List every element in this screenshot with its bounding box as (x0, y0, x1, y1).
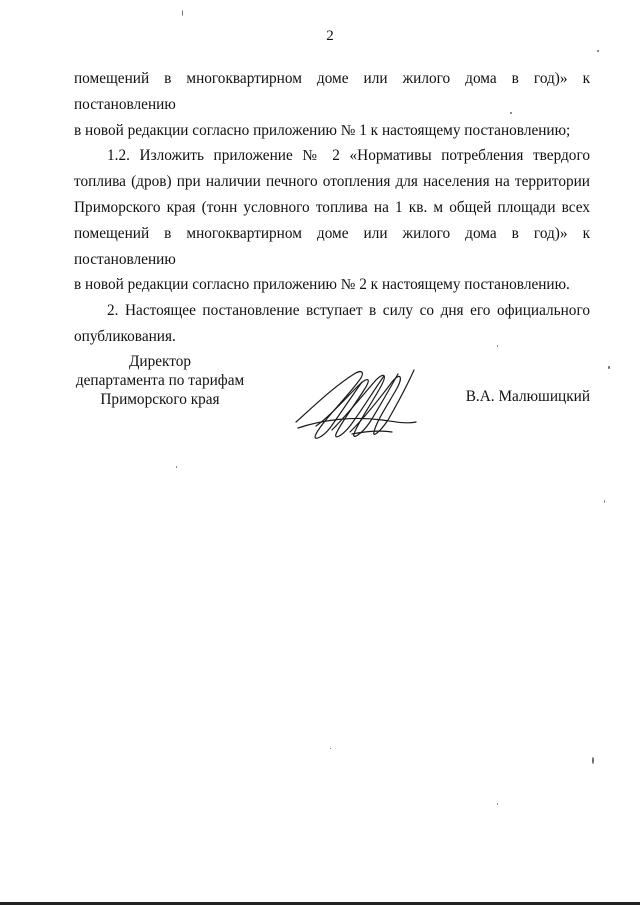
scan-artifact (182, 10, 183, 16)
scan-artifact (592, 757, 594, 764)
handwritten-signature (292, 360, 422, 442)
text-line: опубликования. (74, 327, 176, 345)
paragraph-continuation (74, 66, 590, 143)
scan-artifact (497, 345, 498, 347)
paragraph-item-2 (74, 298, 590, 350)
text-line: топлива (дров) при наличии печного отопления для населения на территории (74, 173, 590, 191)
scan-artifact (604, 500, 605, 503)
scan-artifact (608, 366, 610, 369)
scan-artifact (510, 112, 512, 114)
signer-name: В.А. Малюшицкий (465, 388, 590, 405)
text-line: помещений в многоквартирном доме или жилого дома в год)» к постановлению (74, 224, 590, 268)
text-line: 1.2. Изложить приложение № 2 «Нормативы потребления твердого (107, 147, 590, 165)
scan-artifact (497, 803, 498, 805)
text-line: 2. Настоящее постановление вступает в силу со дня его официального (107, 302, 590, 320)
text-line: Приморского края (тонн условного топлива на 1 кв. м общей площади всех (74, 198, 590, 216)
text-line: в новой редакции согласно приложению № 1 к настоящему постановлению; (74, 121, 571, 139)
signer-title-line: Приморского края (100, 391, 220, 408)
signer-title-line: департамента по тарифам (75, 372, 245, 389)
scan-artifact (176, 466, 177, 468)
scan-artifact (597, 50, 599, 52)
signature-block (0, 352, 640, 442)
text-line: помещений в многоквартирном доме или жилого дома в год)» к постановлению (74, 70, 590, 113)
signer-title (60, 352, 260, 409)
paragraph-item-1-2 (74, 143, 590, 298)
page-number: 2 (326, 28, 334, 44)
scan-artifact (330, 748, 331, 749)
signer-title-line: Директор (128, 353, 192, 370)
text-line: в новой редакции согласно приложению № 2 к настоящему постановлению. (74, 276, 570, 294)
body-text (74, 66, 590, 350)
